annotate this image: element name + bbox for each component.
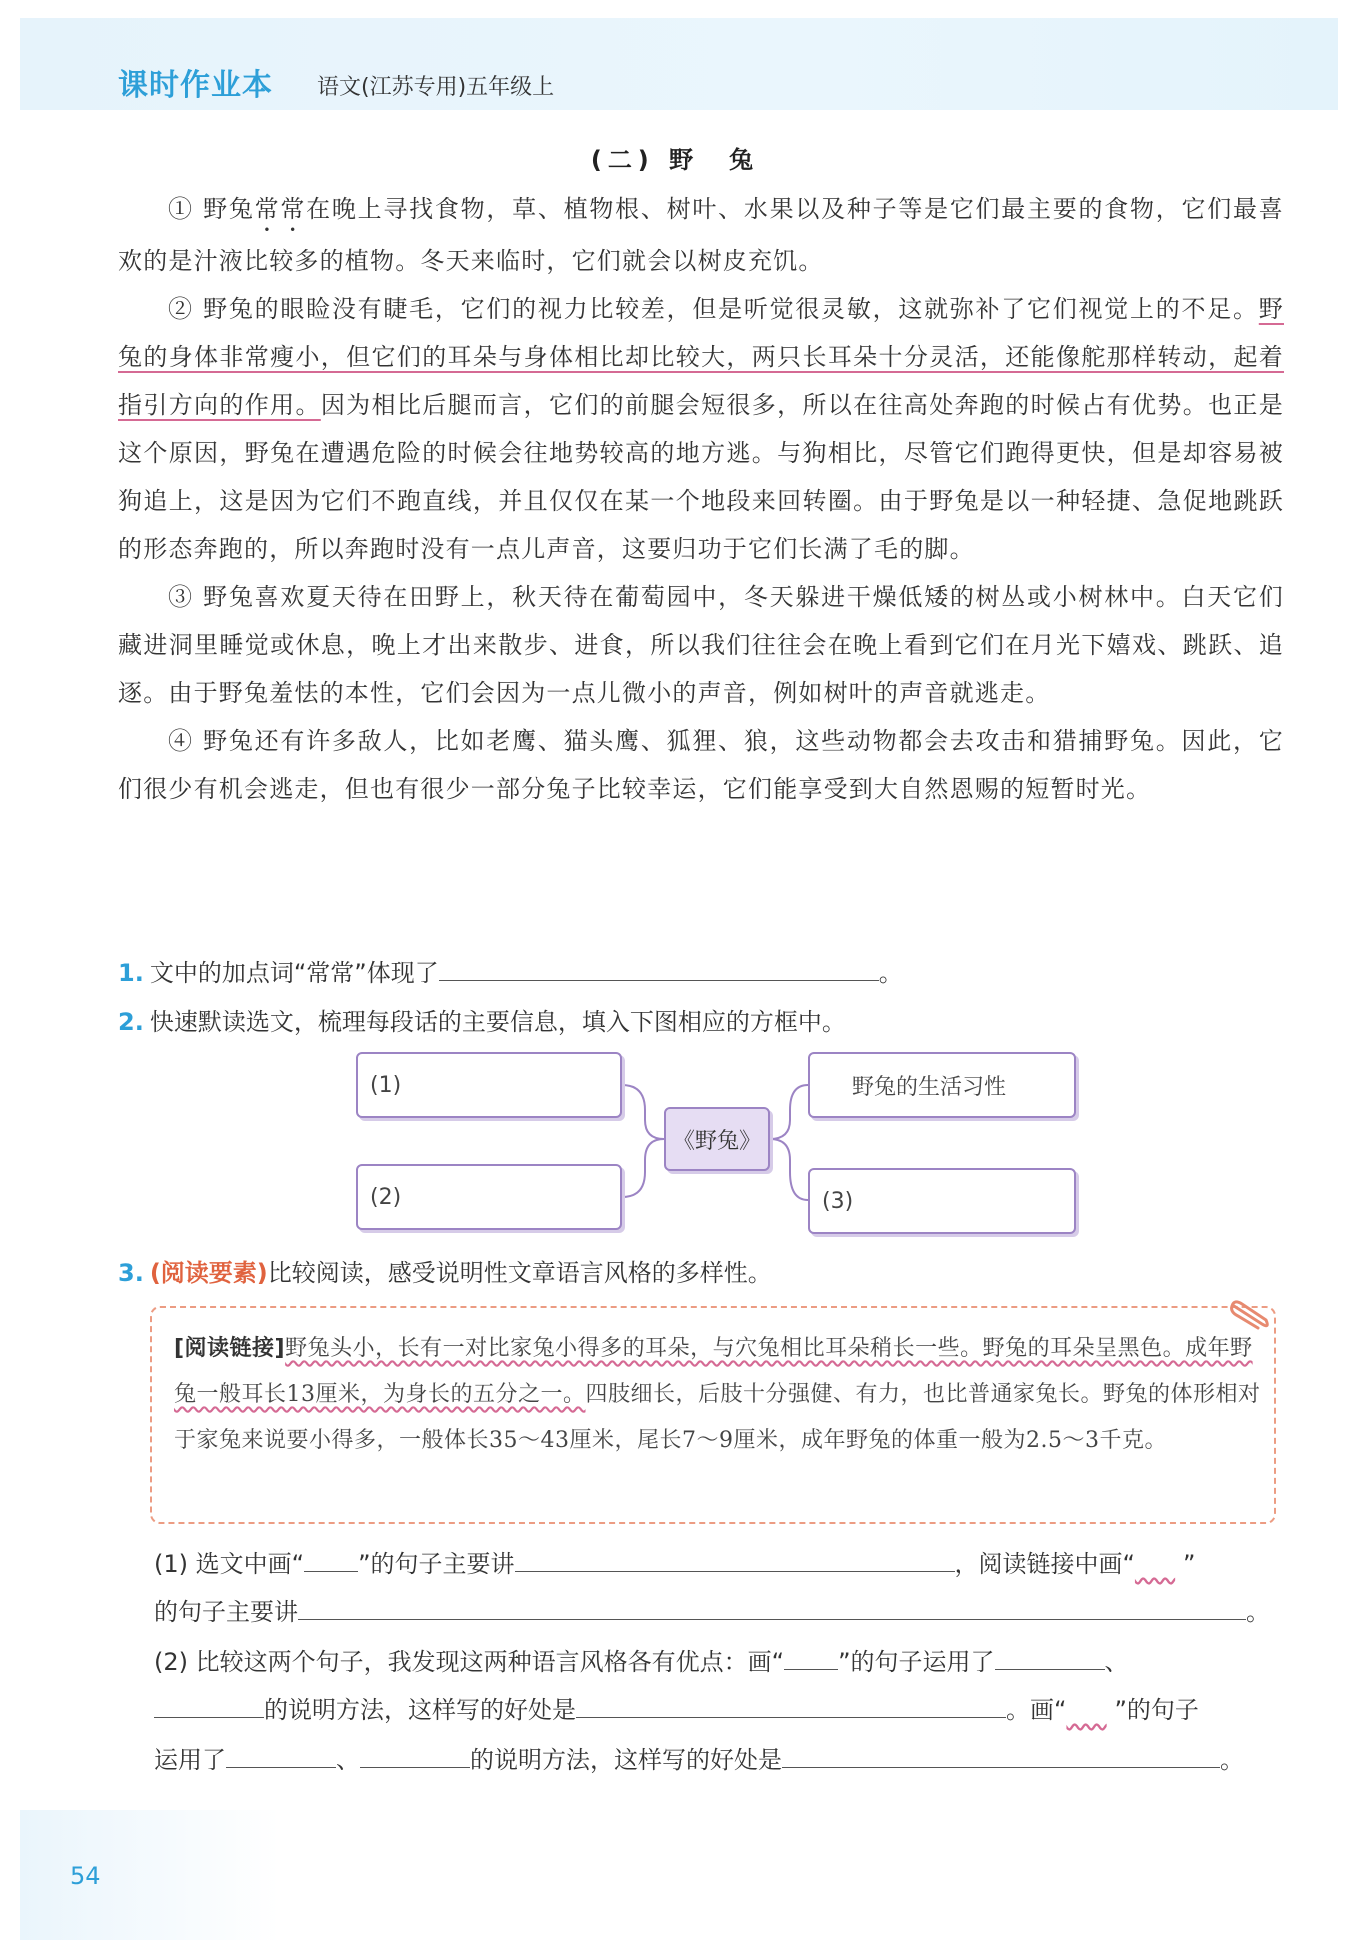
question-text: 文中的加点词“常常”体现了 [149,959,439,987]
question-number: 1. [118,959,144,987]
question-text: 比较阅读，感受说明性文章语言风格的多样性。 [267,1259,772,1287]
answer-blank[interactable] [226,1743,336,1768]
p1-rest: 在晚上寻找食物，草、植物根、树叶、水果以及种子等是它们最主要的食物，它们最喜欢的是汁液比较多的植物。冬天来临时，它们就会以树皮充饥。 [118,195,1284,275]
answer-blank[interactable] [576,1693,1006,1718]
answer-blank[interactable] [298,1595,1246,1620]
s2-e: 。画“ [1006,1696,1067,1724]
s2-d: 的说明方法，这样写的好处是 [264,1696,576,1724]
s2-c: 、 [1104,1648,1129,1676]
sub-question-2-line-1 [154,1642,1129,1677]
reading-link-rest: 四肢细长，后肢十分强健、有力，也比普通家兔长。野兔的体形相对于家兔来说要小得多，一般体长35～43厘米，尾长7～9厘米，成年野兔的体重一般为2.5～3千克。 [174,1382,1261,1453]
sub-question-1-line-1 [154,1544,1195,1579]
wavy-sample [1135,1550,1183,1578]
reading-link-text [174,1326,1264,1464]
paragraph-3: ③ 野兔喜欢夏天待在田野上，秋天待在葡萄园中，冬天躲进干燥低矮的树丛或小树林中。白天它们藏进洞里睡觉或休息，晚上才出来散步、进食，所以我们往往会在晚上看到它们在月光下嬉戏、跳跃、追逐。由于野兔羞怯的本性，它们会因为一点儿微小的声音，例如树叶的声音就逃走。 [118,583,1284,707]
box-label: (3) [822,1188,854,1214]
mindmap-center: 《野兔》 [664,1107,770,1171]
s1-e: 的句子主要讲 [154,1598,298,1626]
sub-question-2-line-2 [154,1690,1199,1725]
answer-blank[interactable] [515,1547,955,1572]
answer-blank[interactable] [995,1645,1105,1670]
p1-prefix: ① 野兔 [168,195,255,223]
s1-end: 。 [1246,1598,1270,1626]
answer-blank[interactable] [360,1743,470,1768]
s2-h: 、 [336,1746,360,1774]
page-number: 54 [70,1862,101,1890]
s1-c: ，阅读链接中画“ [954,1550,1135,1578]
question-3 [118,1253,772,1288]
s1-a: (1) 选文中画“ [154,1550,305,1578]
mindmap-box-3[interactable] [808,1168,1076,1234]
underlined-sentence: 野兔的身体非常瘦小，但它们的耳朵与身体相比却比较大，两只长耳朵十分灵活，还能像舵那样转动，起着指引方向的作用。 [118,295,1284,419]
s2-end: 。 [1220,1746,1244,1774]
reading-link-label: [阅读链接] [174,1336,286,1361]
footer-band [20,1810,280,1940]
question-text: 快速默读选文，梳理每段话的主要信息，填入下图相应的方框中。 [149,1008,846,1036]
mindmap-box-1[interactable] [356,1052,622,1118]
s1-d: ” [1182,1550,1196,1578]
mindmap-box-2[interactable] [356,1164,622,1230]
question-number: 3. [118,1259,144,1287]
section-title: (二) 野 兔 [590,146,760,174]
wavy-sentence: 野兔头小，长有一对比家兔小得多的耳朵，与穴兔相比耳朵稍长一些。野兔的耳朵呈黑色。成年野兔一般耳长13厘米，为身长的五分之一。 [174,1336,1253,1407]
paragraph-4: ④ 野兔还有许多敌人，比如老鹰、猫头鹰、狐狸、狼，这些动物都会去攻击和猎捕野兔。因此，它们很少有机会逃走，但也有很少一部分兔子比较幸运，它们能享受到大自然恩赐的短暂时光。 [118,727,1284,803]
answer-blank[interactable] [154,1693,264,1718]
s1-b: ”的句子主要讲 [358,1550,515,1578]
s2-f: ”的句子 [1114,1696,1199,1724]
box-label: (1) [370,1072,402,1098]
sub-question-2-line-3 [154,1740,1244,1775]
p2-prefix: ② 野兔的眼睑没有睫毛，它们的视力比较差，但是听觉很灵敏，这就弥补了它们视觉上的不足。 [168,295,1259,323]
s2-a: (2) 比较这两个句子，我发现这两种语言风格各有优点：画“ [154,1648,785,1676]
box-label: 野兔的生活习性 [852,1074,1007,1100]
answer-blank[interactable] [782,1743,1220,1768]
s2-b: ”的句子运用了 [838,1648,995,1676]
reading-element-tag: (阅读要素) [149,1259,268,1287]
brand-title: 课时作业本 [118,68,273,103]
subject-label: 语文(江苏专用)五年级上 [317,75,555,100]
dotted-word: 常常 [254,195,307,223]
mindmap-box-habits [808,1052,1076,1118]
line-sample [304,1547,358,1572]
s2-g: 运用了 [154,1746,226,1774]
box-label: (2) [370,1184,402,1210]
p2-rest: 因为相比后腿而言，它们的前腿会短很多，所以在往高处奔跑的时候占有优势。也正是这个原因，野兔在遭遇危险的时候会往地势较高的地方逃。与狗相比，尽管它们跑得更快，但是却容易被狗追上，这是因为它们不跑直线，并且仅仅在某一个地段来回转圈。由于野兔是以一种轻捷、急促地跳跃的形态奔跑的，所以奔跑时没有一点儿声音，这要归功于它们长满了毛的脚。 [118,391,1284,563]
question-number: 2. [118,1008,144,1036]
sub-question-1-line-2 [154,1592,1270,1627]
s2-i: 的说明方法，这样写的好处是 [470,1746,782,1774]
wavy-sample [1066,1696,1114,1724]
line-sample [784,1645,838,1670]
question-end: 。 [878,959,903,987]
